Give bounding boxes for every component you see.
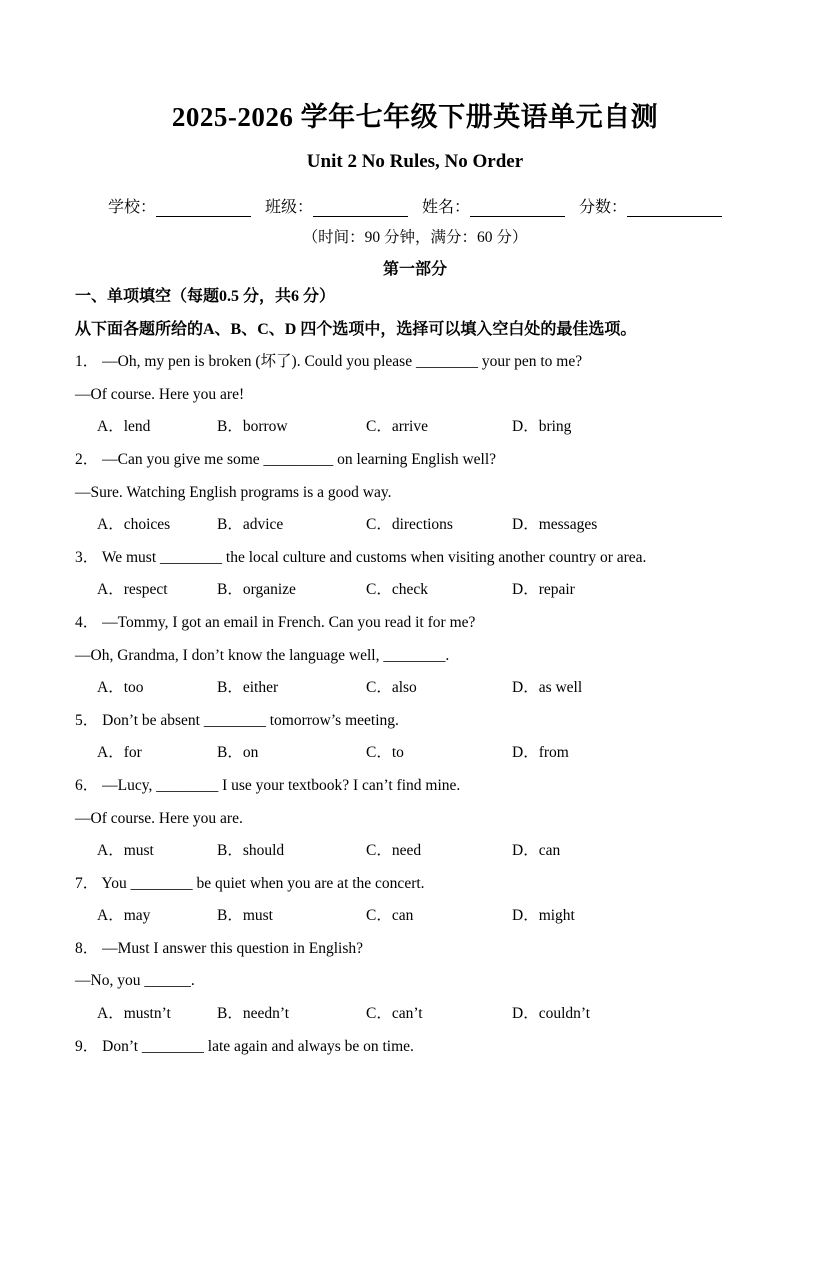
q7-option-c: C．can	[366, 907, 414, 925]
q5-option-d: D．from	[512, 744, 569, 762]
info-field-name	[422, 194, 565, 217]
q5-option-a: A．for	[97, 744, 142, 762]
q8-reply: —No, you ______.	[75, 972, 195, 990]
q2-option-d: D．messages	[512, 516, 598, 534]
q5-stem: 5． Don’t be absent ________ tomorrow’s meeting.	[75, 711, 399, 729]
score-blank-line	[627, 198, 722, 217]
q7-option-b: B．must	[217, 907, 273, 925]
q5-option-c: C．to	[366, 744, 404, 762]
q3-options-row	[75, 574, 755, 607]
q3-option-c: C．check	[366, 581, 428, 599]
q7-option-a: A．may	[97, 907, 151, 925]
q2-option-a: A．choices	[97, 516, 171, 534]
q8-option-b: B．needn’t	[217, 1005, 290, 1023]
q4-option-a: A．too	[97, 679, 144, 697]
q1-stem: 1． —Oh, my pen is broken (坏了). Could you please ________ your pen to me?	[75, 353, 583, 371]
q1-option-b: B．borrow	[217, 418, 288, 436]
name-blank-line	[470, 198, 565, 217]
q2-option-b: B．advice	[217, 516, 284, 534]
q7-stem: 7． You ________ be quiet when you are at the concert.	[75, 874, 425, 892]
name-label: 姓名：	[422, 199, 471, 216]
q1-reply: —Of course. Here you are!	[75, 385, 245, 403]
q8-options-row	[75, 998, 755, 1031]
info-field-score	[579, 194, 722, 217]
q8-option-d: D．couldn’t	[512, 1005, 591, 1023]
exam-title: 2025-2026 学年七年级下册英语单元自测	[171, 102, 659, 132]
q4-options-row	[75, 672, 755, 705]
q6-reply: —Of course. Here you are.	[75, 809, 243, 827]
part-heading: 第一部分	[382, 261, 447, 278]
q8-stem: 8． —Must I answer this question in English?	[75, 939, 364, 957]
q3-option-a: A．respect	[97, 581, 168, 599]
section-instruction: 从下面各题所给的A、B、C、D 四个选项中，选择可以填入空白处的最佳选项。	[75, 320, 637, 338]
q8-option-c: C．can’t	[366, 1005, 423, 1023]
q1-option-c: C．arrive	[366, 418, 428, 436]
info-field-school	[108, 194, 251, 217]
q4-option-b: B．either	[217, 679, 279, 697]
q3-option-b: B．organize	[217, 581, 296, 599]
q6-option-b: B．should	[217, 842, 285, 860]
q7-options-row	[75, 900, 755, 933]
school-blank-line	[156, 198, 251, 217]
q6-options-row	[75, 835, 755, 868]
unit-title: Unit 2 No Rules, No Order	[306, 151, 524, 172]
exam-meta-line: （时间：90 分钟，满分：60 分）	[302, 229, 528, 246]
q2-reply: —Sure. Watching English programs is a good way.	[75, 483, 392, 501]
q9-stem: 9． Don’t ________ late again and always be on time.	[75, 1037, 414, 1055]
q2-option-c: C．directions	[366, 516, 453, 534]
school-label: 学校：	[107, 199, 156, 216]
q8-option-a: A．mustn’t	[97, 1005, 171, 1023]
q6-stem: 6． —Lucy, ________ I use your textbook? I can’t find mine.	[75, 776, 461, 794]
q5-option-b: B．on	[217, 744, 259, 762]
section-heading: 一、单项填空（每题0.5 分，共6 分）	[75, 288, 336, 305]
q4-option-c: C．also	[366, 679, 417, 697]
q1-options-row	[75, 411, 755, 444]
q6-option-d: D．can	[512, 842, 561, 860]
q3-stem: 3． We must ________ the local culture and customs when visiting another country or area.	[75, 548, 647, 566]
info-field-class	[265, 194, 408, 217]
q1-option-d: D．bring	[512, 418, 572, 436]
q2-options-row	[75, 509, 755, 542]
q7-option-d: D．might	[512, 907, 575, 925]
q2-stem: 2． —Can you give me some _________ on learning English well?	[75, 450, 497, 468]
q1-option-a: A．lend	[97, 418, 151, 436]
student-info-row	[75, 193, 755, 217]
q5-options-row	[75, 737, 755, 770]
q4-stem: 4． —Tommy, I got an email in French. Can you read it for me?	[75, 613, 476, 631]
q6-option-c: C．need	[366, 842, 422, 860]
q3-option-d: D．repair	[512, 581, 575, 599]
class-blank-line	[313, 198, 408, 217]
class-label: 班级：	[264, 199, 313, 216]
exam-paper-page	[0, 99, 827, 1268]
score-label: 分数：	[579, 199, 628, 216]
q4-reply: —Oh, Grandma, I don’t know the language well, ________.	[75, 646, 450, 664]
q4-option-d: D．as well	[512, 679, 583, 697]
q6-option-a: A．must	[97, 842, 154, 860]
